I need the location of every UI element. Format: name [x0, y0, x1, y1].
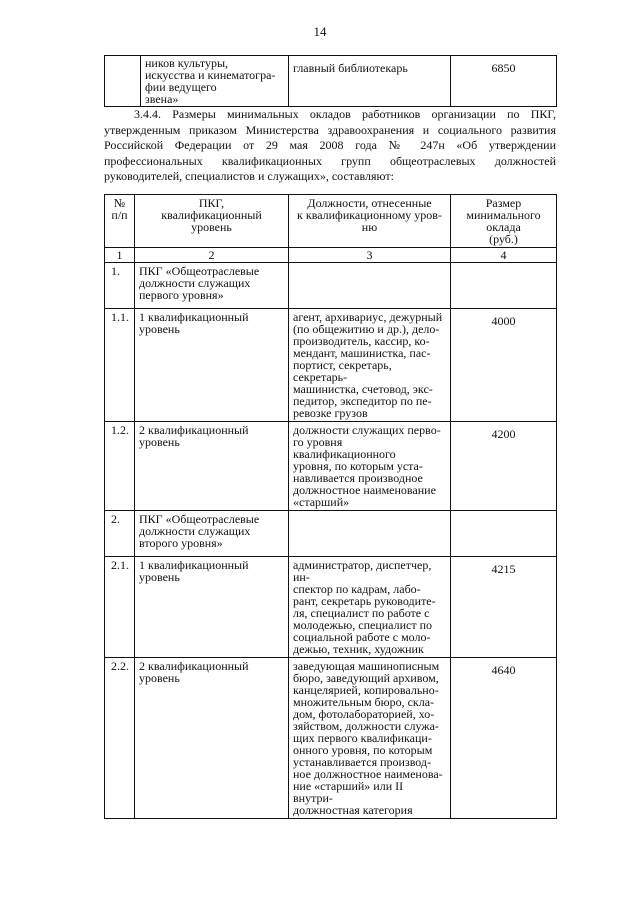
text-line: ние «старший» или II внутри-: [293, 779, 404, 805]
table-row: [105, 422, 557, 511]
text-line: фии ведущего: [145, 80, 217, 94]
cell-positions: [289, 658, 451, 819]
text-line: «старший»: [293, 495, 350, 509]
text-line: щих первого квалификаци-: [293, 731, 432, 745]
header-row: [105, 195, 557, 248]
text-line: дом, фотолабораторией, хо-: [293, 707, 435, 721]
text-line: 2 квалификационный: [139, 659, 249, 673]
cell-pkg-continued: [141, 56, 289, 107]
text-line: канцелярией, копировально-: [293, 683, 439, 697]
cell-pkg: [135, 557, 289, 658]
column-number: 1: [105, 248, 135, 263]
text-line: ревозке грузов: [293, 406, 368, 420]
cell-pkg: [135, 422, 289, 511]
text-line: 1 квалификационный: [139, 558, 249, 572]
intro-paragraph: 3.4.4. Размеры минимальных окладов работников организации по ПКГ, утвержденным приказом Министерства здравоохранения и социального развития Российской Федерации от 29 мая 2008 года № 247н «Об утверждении профессиональных квалификационных групп общеотраслевых должностей руководителей, специалистов и служащих», составляют:: [104, 107, 556, 183]
text-line: портист, секретарь, секретарь-: [293, 358, 392, 384]
text-line: бюро, заведующий архивом,: [293, 671, 439, 685]
cell-number: 1.: [105, 263, 135, 309]
text-line: уровня, по которым уста-: [293, 459, 423, 473]
cell-pkg: [135, 511, 289, 557]
cell-positions: [289, 309, 451, 422]
cell-salary: 6850: [451, 56, 557, 107]
continued-table: [104, 55, 557, 107]
text-line: го уровня квалификационного: [293, 435, 396, 461]
text-line: (по общежитию и др.), дело-: [293, 322, 440, 336]
text-line: дежью, техник, художник: [293, 642, 424, 656]
text-line: уровень: [139, 322, 180, 336]
column-number-row: [105, 248, 557, 263]
text-line: должностная категория: [293, 803, 413, 817]
cell-number: 2.2.: [105, 658, 135, 819]
cell-pkg: [135, 658, 289, 819]
cell-salary: 4215: [451, 557, 557, 658]
cell-pkg: [135, 309, 289, 422]
salary-table: [104, 194, 557, 819]
header-positions: Должности, отнесенные к квалификационному уров- ню: [289, 195, 451, 248]
text-line: навливается производное: [293, 471, 423, 485]
text-line: зяйством, должности служа-: [293, 719, 439, 733]
text-line: онного уровня, по которым: [293, 743, 433, 757]
text-line: первого уровня»: [139, 288, 224, 302]
cell-salary: 4000: [451, 309, 557, 422]
cell-salary: 4640: [451, 658, 557, 819]
table-row: [105, 263, 557, 309]
text-line: ников культуры,: [145, 56, 229, 70]
cell-positions: [289, 511, 451, 557]
cell-positions: [289, 263, 451, 309]
text-line: множительным бюро, скла-: [293, 695, 435, 709]
table-body: [105, 263, 557, 819]
text-line: социальной работе с моло-: [293, 630, 431, 644]
cell-positions: [289, 422, 451, 511]
text-line: агент, архивариус, дежурный: [293, 310, 443, 324]
text-line: уровень: [139, 671, 180, 685]
table-row: [105, 658, 557, 819]
text-line: ПКГ «Общеотраслевые: [139, 264, 260, 278]
text-line: звена»: [145, 92, 179, 106]
header-number: № п/п: [105, 195, 135, 248]
text-line: заведующая машинописным: [293, 659, 440, 673]
text-line: должности служащих: [139, 276, 251, 290]
column-number: 4: [451, 248, 557, 263]
header-salary: Размер минимального оклада (руб.): [451, 195, 557, 248]
cell-salary: [451, 511, 557, 557]
text-line: уровень: [139, 435, 180, 449]
text-line: устанавливается производ-: [293, 755, 432, 769]
cell-number: 1.1.: [105, 309, 135, 422]
text-line: 1 квалификационный: [139, 310, 249, 324]
header-pkg: ПКГ, квалификационный уровень: [135, 195, 289, 248]
cell-number: 2.: [105, 511, 135, 557]
text-line: ное должностное наименова-: [293, 767, 443, 781]
text-line: 2 квалификационный: [139, 423, 249, 437]
cell-positions: [289, 557, 451, 658]
cell-number: 2.1.: [105, 557, 135, 658]
cell-empty: [105, 56, 141, 107]
text-line: должности служащих: [139, 524, 251, 538]
text-line: должностное наименование: [293, 483, 436, 497]
cell-salary: [451, 263, 557, 309]
text-line: администратор, диспетчер, ин-: [293, 558, 432, 584]
text-line: спектор по кадрам, лабо-: [293, 582, 421, 596]
text-line: ля, специалист по работе с: [293, 606, 430, 620]
text-line: педитор, экспедитор по пе-: [293, 394, 432, 408]
table-row: [105, 557, 557, 658]
table-row: [105, 309, 557, 422]
text-line: молодежью, специалист по: [293, 618, 432, 632]
text-line: рант, секретарь руководите-: [293, 594, 436, 608]
text-line: производитель, кассир, ко-: [293, 334, 430, 348]
text-line: должности служащих перво-: [293, 423, 441, 437]
text-line: мендант, машинистка, пас-: [293, 346, 431, 360]
cell-pkg: [135, 263, 289, 309]
column-number: 2: [135, 248, 289, 263]
text-line: уровень: [139, 570, 180, 584]
cell-number: 1.2.: [105, 422, 135, 511]
cell-position: главный библиотекарь: [289, 56, 451, 107]
column-number: 3: [289, 248, 451, 263]
cell-salary: 4200: [451, 422, 557, 511]
page-number: 14: [313, 24, 327, 39]
text-line: ПКГ «Общеотраслевые: [139, 512, 260, 526]
text-line: машинистка, счетовод, экс-: [293, 382, 433, 396]
text-line: второго уровня»: [139, 536, 223, 550]
text-line: искусства и кинематогра-: [145, 68, 276, 82]
table-row: [105, 511, 557, 557]
